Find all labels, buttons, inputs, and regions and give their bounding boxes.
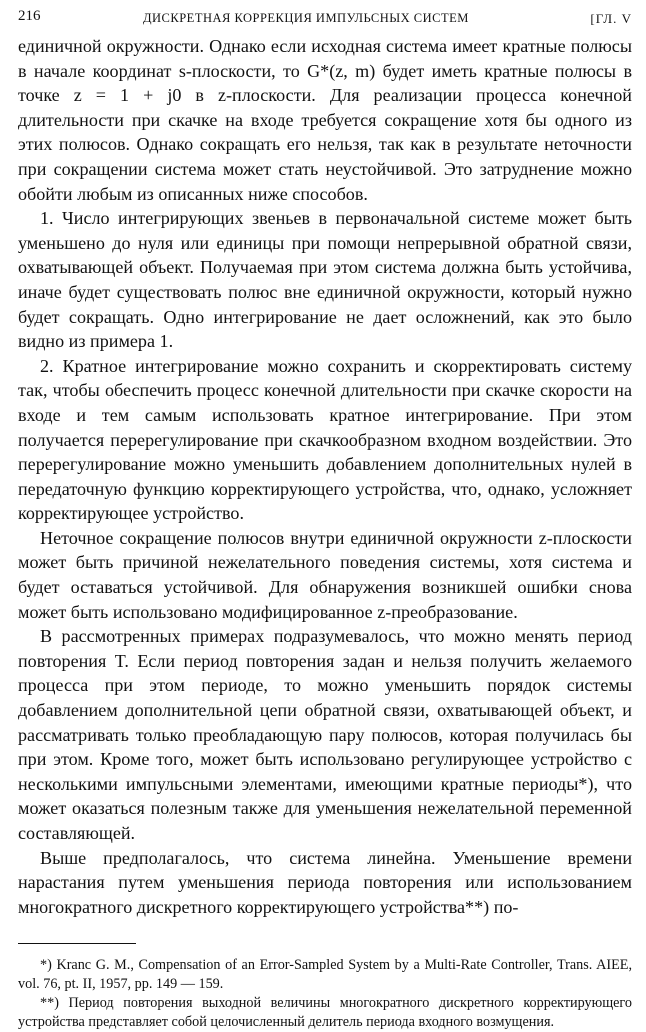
footnote: *) Kranc G. M., Compensation of an Error-Sampled System by a Multi-Rate Controller, Trans. AIEE, vol. 76, pt. II, 1957, pp. 149 — 159. — [18, 957, 632, 993]
running-header — [18, 0, 632, 34]
page-number: 216 — [18, 8, 41, 24]
main-text — [18, 34, 632, 919]
paragraph: В рассмотренных примерах подразумевалось, что можно менять период повторения T. Если период повторения задан и нельзя получить желаемого процесса при этом периоде, то можно уменьшить порядок системы добавлением дополнительной цепи обратной связи, охватывающей объект, и рассматривать только преобладающую пару полюсов, которая получилась бы при этом. Кроме того, может быть использовано регулирующее устройство с несколькими импульсными элементами, имеющими кратные периоды*), что может оказаться полезным также для уменьшения нежелательной переменной составляющей. — [18, 626, 632, 843]
footnote-divider — [18, 943, 136, 944]
paragraph: 2. Кратное интегрирование можно сохранить и скорректировать систему так, чтобы обеспечить процесс конечной длительности при скачке скорости на входе и тем самым использовать кратное интегрирование. При этом получается перерегулирование при скачкообразном входном воздействии. Это перерегулирование можно уменьшить добавлением дополнительных нулей в передаточную функцию корректирующего устройства, что, однако, усложняет корректирующее устройство. — [18, 355, 632, 524]
running-title: ДИСКРЕТНАЯ КОРРЕКЦИЯ ИМПУЛЬСНЫХ СИСТЕМ — [143, 11, 469, 25]
chapter-marker: [ГЛ. V — [590, 11, 632, 26]
paragraph: 1. Число интегрирующих звеньев в первоначальной системе может быть уменьшено до нуля или единицы при помощи непрерывной обратной связи, охватывающей объект. Получаемая при этом система должна быть устойчива, иначе будет существовать полюс вне единичной окружности, который нужно будет сокращать. Одно интегрирование не дает осложнений, как это было видно из примера 1. — [18, 208, 632, 352]
paragraph: Неточное сокращение полюсов внутри единичной окружности z-плоскости может быть причиной нежелательного поведения системы, хотя система и будет оставаться устойчивой. Для обнаружения возникшей ошибки снова может быть использовано модифицированное z-преобразование. — [18, 527, 632, 622]
paragraph: Выше предполагалось, что система линейна. Уменьшение времени нарастания путем уменьшения периода повторения или использованием многократного дискретного корректирующего устройства**) по- — [18, 847, 632, 917]
footnotes — [18, 956, 632, 1032]
footnote: **) Период повторения выходной величины многократного дискретного корректирующего устройства представляет собой целочисленный делитель периода входного возмущения. — [18, 995, 632, 1031]
paragraph: единичной окружности. Однако если исходная система имеет кратные полюсы в начале координат s-плоскости, то G*(z, m) будет иметь кратные полюсы в точке z = 1 + j0 в z-плоскости. Для реализации процесса конечной длительности при скачке на входе требуется сокращение хотя бы одного из этих полюсов. Однако сокращать его нельзя, так как в результате неточности при сокращении система может стать неустойчивой. Это затруднение можно обойти любым из описанных ниже способов. — [18, 36, 632, 204]
